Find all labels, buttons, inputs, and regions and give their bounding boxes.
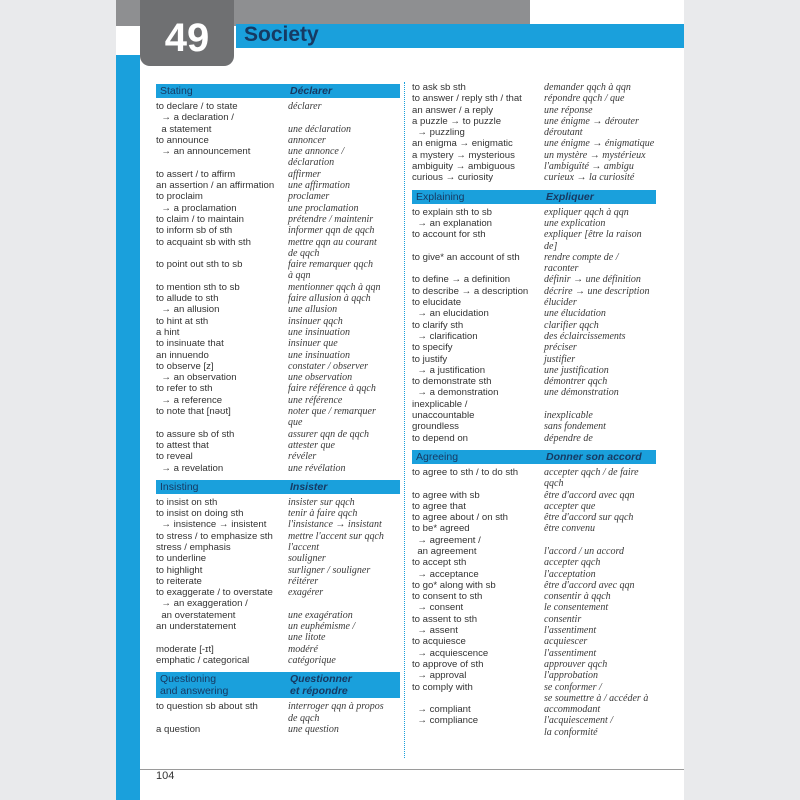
- section-heading: [156, 84, 400, 98]
- vocab-entry: [156, 169, 400, 180]
- entry-french: être convenu l'accord / un accord: [544, 523, 624, 557]
- entry-french: inexplicable: [544, 410, 593, 422]
- entry-french: élucider une élucidation: [544, 297, 606, 320]
- entry-english: to insist on sth: [156, 496, 218, 508]
- entry-english: to stress / to emphasize sth: [156, 530, 273, 542]
- entry-french: interroger qqn à propos de qqch: [288, 701, 384, 724]
- entry-english: curious → curiosity: [412, 172, 494, 184]
- entry-french: accepter qqch / de faire qqch: [544, 466, 642, 490]
- vocab-entry: [412, 354, 656, 377]
- entry-english: moderate [-ɪt]: [156, 643, 214, 655]
- vocab-entry: [156, 214, 400, 225]
- entry-french: demander qqch à qqn: [544, 82, 631, 93]
- entry-french: proclamer une proclamation: [288, 191, 359, 214]
- entry-french: répondre qqch / que: [544, 93, 625, 105]
- entry-french: mettre l'accent sur qqch: [288, 530, 384, 542]
- vocab-entry: [412, 580, 656, 591]
- entry-english: stress / emphasis: [156, 541, 231, 553]
- section-heading: [156, 672, 400, 698]
- chapter-number: 49: [140, 0, 234, 66]
- vocab-entry: [412, 297, 656, 320]
- vocab-entry: [412, 342, 656, 353]
- entry-french: affirmer: [288, 168, 321, 180]
- entry-english: to exaggerate / to overstate → an exaggeration / an overstatement: [156, 587, 273, 621]
- vocab-entry: [412, 614, 656, 637]
- vocab-entry: [156, 338, 400, 349]
- entry-english: to mention sth to sb: [156, 281, 240, 293]
- entry-french: acquiescer l'assentiment: [544, 636, 597, 659]
- section-heading: [156, 480, 400, 494]
- entry-english: to ask sb sth: [412, 82, 466, 93]
- entry-french: faire remarquer qqch à qqn: [288, 259, 373, 282]
- column-right: [412, 82, 656, 744]
- entry-english: to point out sth to sb: [156, 259, 243, 271]
- vocab-entry: [156, 282, 400, 293]
- entry-french: faire référence à qqch une référence: [288, 383, 376, 406]
- section-title-fr: Donner son accord: [546, 450, 642, 463]
- entry-english: ambiguity → ambiguous: [412, 161, 515, 173]
- vocab-entry: [412, 252, 656, 275]
- entry-french: l'accent: [288, 541, 320, 553]
- entry-french: préciser: [544, 342, 577, 354]
- vocab-entry: [156, 406, 400, 429]
- vocab-entry: [412, 116, 656, 139]
- vocab-entry: [156, 621, 400, 644]
- entry-french: dépendre de: [544, 432, 593, 444]
- vocab-entry: [412, 433, 656, 444]
- page-number: 104: [156, 770, 175, 782]
- entry-french: insinuer que: [288, 338, 338, 350]
- entry-french: rendre compte de / raconter: [544, 251, 619, 275]
- entry-english: to hint at sth: [156, 315, 209, 327]
- entry-french: approuver qqch l'approbation: [544, 658, 608, 682]
- entry-english: groundless: [412, 421, 459, 433]
- vocab-entry: [412, 161, 656, 172]
- entry-french: être d'accord avec qqn: [544, 579, 635, 591]
- entry-french: annoncer une annonce / déclaration: [288, 134, 345, 169]
- entry-french: expliquer [être la raison de]: [544, 229, 645, 252]
- vocab-entry: [412, 421, 656, 432]
- entry-english: to account for sth: [412, 229, 486, 241]
- vocab-entry: [412, 591, 656, 614]
- entry-french: définir → une définition: [544, 274, 641, 286]
- entry-french: curieux → la curiosité: [544, 172, 635, 184]
- entry-english: to highlight: [156, 564, 203, 576]
- entry-english: a mystery → mysterious: [412, 149, 515, 161]
- entry-english: an assertion / an affirmation: [156, 180, 275, 192]
- vocab-entry: [412, 138, 656, 149]
- vocab-section: [412, 190, 656, 444]
- entry-french: accepter qqch l'acceptation: [544, 557, 601, 580]
- vocab-entry: [156, 576, 400, 587]
- section-title-fr: Insister: [290, 480, 328, 493]
- section-title-fr: Questionner et répondre: [290, 673, 352, 698]
- entry-english: to reveal → a revelation: [156, 451, 224, 474]
- entry-english: to demonstrate sth → a demonstration: [412, 376, 499, 399]
- entry-english: emphatic / categorical: [156, 654, 250, 666]
- vocab-entry: [156, 655, 400, 666]
- entry-english: to attest that: [156, 439, 209, 451]
- vocab-entry: [156, 101, 400, 135]
- entry-english: to acquaint sb with sth: [156, 236, 251, 248]
- entry-french: consentir l'assentiment: [544, 613, 597, 637]
- entry-english: a puzzle → to puzzle → puzzling: [412, 115, 502, 139]
- vocab-entry: [412, 229, 656, 252]
- entry-french: une affirmation: [288, 180, 350, 192]
- vocab-entry: [412, 82, 656, 93]
- entry-french: réitérer: [288, 575, 319, 587]
- vocab-entry: [156, 316, 400, 327]
- entry-french: accepter que: [544, 500, 596, 512]
- section-title-en: Agreeing: [416, 450, 459, 463]
- entry-english: a hint: [156, 326, 180, 338]
- entry-english: to declare / to state → a declaration / a statement: [156, 101, 238, 135]
- entry-french: sans fondement: [544, 421, 606, 433]
- entry-french: mettre qqn au courant de qqch: [288, 236, 377, 259]
- section-heading: [412, 450, 656, 464]
- vocab-entry: [412, 490, 656, 501]
- entry-french: un mystère → mystérieux: [544, 149, 646, 161]
- section-title-fr: Expliquer: [546, 190, 594, 203]
- entry-english: to assure sb of sth: [156, 428, 235, 440]
- vocab-entry: [156, 293, 400, 316]
- entry-english: to justify → a justification: [412, 353, 486, 376]
- vocab-entry: [412, 557, 656, 580]
- entry-english: to underline: [156, 553, 207, 565]
- entry-english: to agree with sb: [412, 489, 480, 501]
- entry-french: une énigme → énigmatique: [544, 138, 655, 150]
- entry-english: to inform sb of sth: [156, 225, 233, 237]
- entry-french: clarifier qqch des éclaircissements: [544, 319, 626, 342]
- entry-french: déclarer une déclaration: [288, 101, 352, 135]
- vocab-entry: [156, 508, 400, 531]
- entry-english: to be* agreed → agreement / an agreement: [412, 523, 481, 557]
- entry-french: assurer qqn de qqch: [288, 428, 370, 440]
- vocab-entry: [156, 553, 400, 564]
- entry-french: l'ambiguïté → ambigu: [544, 161, 634, 173]
- vocab-entry: [156, 135, 400, 169]
- vocab-entry: [156, 531, 400, 542]
- entry-english: to reiterate: [156, 575, 202, 587]
- entry-french: surligner / souligner: [288, 564, 371, 576]
- vocab-entry: [412, 376, 656, 399]
- entry-french: être d'accord avec qqn: [544, 489, 635, 501]
- entry-french: souligner: [288, 553, 326, 565]
- entry-english: to describe → a description: [412, 285, 529, 297]
- vocab-entry: [156, 327, 400, 338]
- entry-french: exagérer une exagération: [288, 587, 353, 621]
- entry-english: to define → a definition: [412, 274, 511, 286]
- entry-french: tenir à faire qqch l'insistance → insistant: [288, 508, 382, 531]
- entry-french: une énigme → dérouter déroutant: [544, 115, 639, 139]
- entry-french: noter que / remarquer que: [288, 406, 376, 429]
- entry-english: to clarify sth → clarification: [412, 319, 478, 342]
- vocab-entry: [156, 429, 400, 440]
- entry-french: expliquer qqch à qqn une explication: [544, 206, 629, 229]
- entry-french: une insinuation: [288, 349, 350, 361]
- entry-english: to consent to sth → consent: [412, 591, 483, 614]
- column-left: [156, 82, 400, 741]
- entry-english: to depend on: [412, 432, 469, 444]
- vocab-entry: [412, 636, 656, 659]
- vocab-entry: [156, 191, 400, 214]
- entry-english: to explain sth to sb → an explanation: [412, 206, 493, 229]
- footer-rule: [140, 769, 684, 770]
- entry-french: consentir à qqch le consentement: [544, 591, 611, 614]
- entry-french: mentionner qqch à qqn: [288, 281, 381, 293]
- vocab-entry: [156, 644, 400, 655]
- entry-french: une insinuation: [288, 326, 350, 338]
- entry-english: to answer / reply sth / that: [412, 93, 522, 105]
- section-title-en: Insisting: [160, 480, 199, 493]
- entry-english: to agree that: [412, 500, 466, 512]
- vocab-entry: [412, 93, 656, 104]
- vocab-entry: [412, 150, 656, 161]
- vocab-entry: [412, 682, 656, 738]
- vocab-entry: [156, 440, 400, 451]
- entry-english: an enigma → enigmatic: [412, 138, 513, 150]
- vocab-entry: [156, 542, 400, 553]
- vocab-entry: [156, 237, 400, 260]
- entry-french: catégorique: [288, 654, 336, 666]
- vocab-entry: [412, 399, 656, 422]
- entry-english: to go* along with sb: [412, 579, 496, 591]
- entry-english: to acquiesce → acquiescence: [412, 636, 489, 659]
- vocab-entry: [156, 361, 400, 384]
- entry-english: to insinuate that: [156, 338, 224, 350]
- entry-french: modéré: [288, 643, 318, 655]
- entry-english: to refer to sth → a reference: [156, 383, 223, 406]
- entry-french: justifier une justification: [544, 353, 609, 376]
- entry-english: to agree to sth / to do sth: [412, 466, 519, 478]
- vocab-entry: [156, 350, 400, 361]
- vocab-entry: [412, 659, 656, 682]
- vocab-section: [156, 672, 400, 735]
- entry-french: attester que: [288, 439, 335, 451]
- entry-english: to allude to sth → an allusion: [156, 293, 220, 316]
- vocab-entry: [412, 207, 656, 230]
- vocab-section: [412, 82, 656, 184]
- entry-english: an understatement: [156, 621, 237, 633]
- entry-french: révéler une révélation: [288, 451, 346, 474]
- vocab-entry: [412, 274, 656, 285]
- vocab-entry: [412, 523, 656, 557]
- entry-french: un euphémisme / une litote: [288, 621, 356, 644]
- entry-french: faire allusion à qqch une allusion: [288, 293, 371, 316]
- entry-english: to assert / to affirm: [156, 168, 236, 180]
- vocab-entry: [412, 105, 656, 116]
- entry-english: to assent to sth → assent: [412, 613, 478, 637]
- entry-english: to claim / to maintain: [156, 213, 244, 225]
- entry-english: to announce → an announcement: [156, 134, 251, 158]
- vocab-entry: [412, 501, 656, 512]
- vocab-entry: [412, 512, 656, 523]
- vocab-entry: [156, 565, 400, 576]
- entry-english: to proclaim → a proclamation: [156, 191, 237, 214]
- entry-english: to insist on doing sth → insistence → insistent: [156, 508, 267, 531]
- entry-french: insinuer qqch: [288, 315, 343, 327]
- section-title-fr: Déclarer: [290, 85, 333, 97]
- entry-english: to specify: [412, 342, 453, 354]
- entry-french: une question: [288, 723, 339, 735]
- section-title-en: Stating: [160, 85, 193, 97]
- vocab-entry: [156, 451, 400, 474]
- entry-english: a question: [156, 723, 201, 735]
- dictionary-page: [116, 0, 684, 800]
- vocab-entry: [156, 587, 400, 621]
- entry-english: an answer / a reply: [412, 104, 494, 116]
- chapter-title-bar: [236, 24, 684, 48]
- entry-french: informer qqn de qqch: [288, 225, 375, 237]
- section-title-en: Explaining: [416, 190, 465, 203]
- entry-english: to accept sth → acceptance: [412, 557, 479, 580]
- entry-english: to observe [z] → an observation: [156, 360, 237, 384]
- vocab-section: [156, 84, 400, 474]
- entry-french: démontrer qqch une démonstration: [544, 376, 619, 399]
- column-divider: [404, 82, 405, 758]
- entry-french: décrire → une description: [544, 285, 650, 297]
- vocab-entry: [156, 383, 400, 406]
- entry-english: an innuendo: [156, 349, 209, 361]
- entry-french: insister sur qqch: [288, 496, 355, 508]
- vocab-entry: [412, 320, 656, 343]
- vocab-entry: [156, 259, 400, 282]
- entry-french: une réponse: [544, 104, 593, 116]
- vocab-section: [412, 450, 656, 738]
- vocab-entry: [156, 701, 400, 724]
- side-color-bar: [116, 55, 140, 800]
- entry-english: to note that [nəʊt]: [156, 406, 231, 418]
- vocab-entry: [412, 467, 656, 490]
- entry-english: inexplicable / unaccountable: [412, 398, 475, 422]
- vocab-entry: [156, 225, 400, 236]
- entry-french: prétendre / maintenir: [288, 213, 374, 225]
- vocab-entry: [156, 497, 400, 508]
- entry-english: to give* an account of sth: [412, 251, 520, 263]
- vocab-entry: [156, 724, 400, 735]
- entry-english: to elucidate → an elucidation: [412, 297, 489, 320]
- vocab-entry: [412, 286, 656, 297]
- chapter-title: Society: [244, 23, 319, 46]
- entry-french: se conformer / se soumettre à / accéder à accommodant l'acquiescement / la conformité: [544, 681, 649, 738]
- section-heading: [412, 190, 656, 204]
- entry-french: être d'accord sur qqch: [544, 512, 634, 524]
- entry-english: to question sb about sth: [156, 701, 258, 713]
- entry-english: to agree about / on sth: [412, 512, 509, 524]
- section-title-en: Questioning and answering: [160, 673, 229, 698]
- entry-french: constater / observer une observation: [288, 360, 368, 384]
- entry-english: to approve of sth → approval: [412, 658, 484, 682]
- vocab-entry: [412, 172, 656, 183]
- vocab-section: [156, 480, 400, 666]
- entry-english: to comply with → compliant → compliance: [412, 681, 479, 727]
- vocab-entry: [156, 180, 400, 191]
